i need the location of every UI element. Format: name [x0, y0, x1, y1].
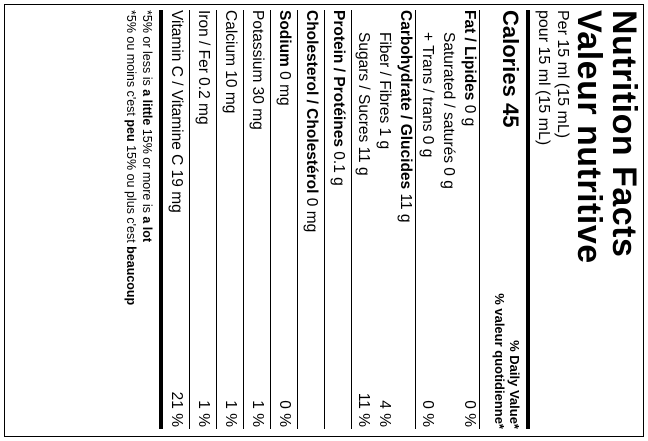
label-border — [4, 4, 644, 437]
calories-label: Calories — [498, 10, 523, 97]
vitamin-c-daily-value: 21 % — [168, 391, 185, 427]
vitamin-c-label: Vitamin C / Vitamine C 19 mg — [168, 10, 185, 213]
potassium-label: Potassium 30 mg — [249, 10, 266, 130]
iron-daily-value: 1 % — [195, 400, 212, 427]
daily-value-header-english: % Daily Value* — [507, 340, 522, 429]
sugars-label: Sugars / Sucres 11 g — [355, 32, 372, 176]
cholesterol-label: Cholesterol / Cholestérol — [303, 10, 320, 194]
iron-label: Iron / Fer 0.2 mg — [195, 10, 212, 125]
fat-daily-value: 0 % — [461, 400, 478, 427]
calories-value: 45 — [498, 102, 523, 128]
title-french: Valeur nutritive — [570, 10, 608, 264]
serving-size-french: pour 15 ml (15 mL) — [535, 10, 552, 146]
saturated-trans-daily-value: 0 % — [419, 400, 436, 427]
serving-size-english: Per 15 ml (15 mL) — [554, 10, 571, 139]
sugars-daily-value: 11 % — [355, 392, 372, 427]
carbohydrate-amount: 11 g — [397, 193, 414, 223]
footnote-french: *5% ou moins c'est peu 15% ou plus c'est beaucoup — [124, 10, 138, 306]
sodium-amount: 0 mg — [276, 71, 293, 106]
title-english: Nutrition Facts — [605, 10, 643, 258]
sodium-daily-value: 0 % — [276, 400, 293, 427]
footnote-english: *5% or less is a little 15% or more is a lot — [140, 10, 154, 243]
trans-fat-label: + Trans / trans 0 g — [419, 32, 436, 158]
fat-label: Fat / Lipides — [461, 10, 478, 101]
saturated-fat-label: Saturated / saturés 0 g — [440, 32, 457, 189]
fiber-label: Fiber / Fibres 1 g — [376, 32, 393, 150]
protein-amount: 0.1 g — [330, 151, 347, 186]
daily-value-header-french: % valeur quotidienne* — [492, 293, 507, 429]
protein-label: Protein / Protéines — [330, 10, 347, 147]
sodium-label: Sodium — [276, 10, 293, 67]
fiber-daily-value: 4 % — [376, 400, 393, 427]
calcium-daily-value: 1 % — [222, 400, 239, 427]
calcium-label: Calcium 10 mg — [222, 10, 239, 114]
potassium-daily-value: 1 % — [249, 400, 266, 427]
fat-amount: 0 g — [461, 104, 478, 127]
cholesterol-amount: 0 mg — [303, 197, 320, 233]
carbohydrate-label: Carbohydrate / Glucides — [397, 10, 414, 190]
